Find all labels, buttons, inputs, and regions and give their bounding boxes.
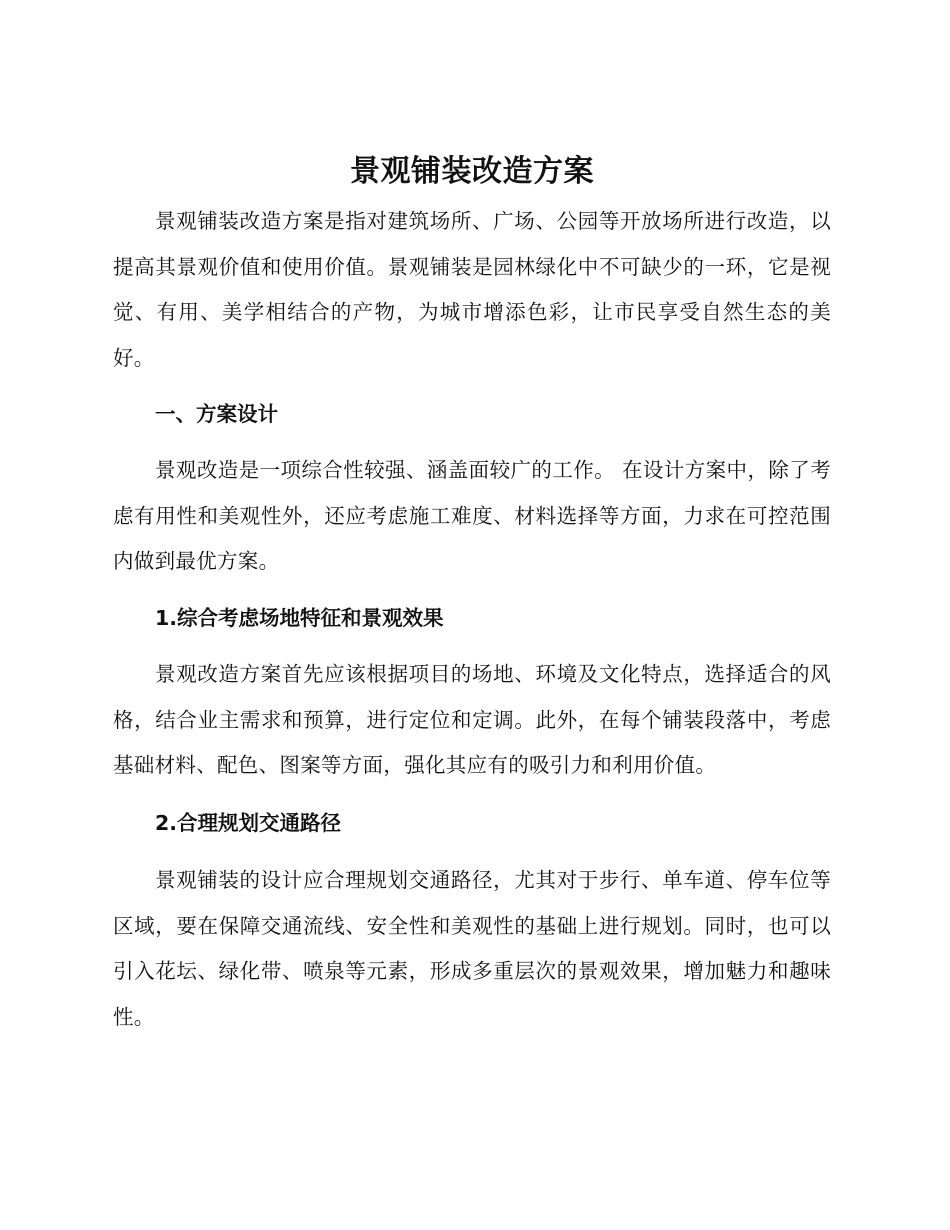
section-heading-plan-design: 一、方案设计 — [155, 402, 278, 426]
document-page — [113, 0, 831, 1230]
subsection-heading-traffic-paths: 2.合理规划交通路径 — [155, 811, 342, 835]
subsection-paragraph-site-features: 景观改造方案首先应该根据项目的场地、环境及文化特点，选择适合的风格，结合业主需求和预算，进行定位和定调。此外，在每个铺装段落中，考虑基础材料、配色、图案等方面，强化其应有的吸引力和利用价值。 — [113, 662, 831, 777]
section-paragraph-plan-design: 景观改造是一项综合性较强、涵盖面较广的工作。 在设计方案中，除了考虑有用性和美观性外，还应考虑施工难度、材料选择等方面，力求在可控范围内做到最优方案。 — [113, 458, 831, 573]
intro-paragraph: 景观铺装改造方案是指对建筑场所、广场、公园等开放场所进行改造，以提高其景观价值和使用价值。景观铺装是园林绿化中不可缺少的一环，它是视觉、有用、美学相结合的产物，为城市增添色彩，让市民享受自然生态的美好。 — [113, 209, 831, 370]
subsection-heading-site-features: 1.综合考虑场地特征和景观效果 — [155, 606, 444, 630]
document-title: 景观铺装改造方案 — [350, 154, 594, 189]
subsection-paragraph-traffic-paths: 景观铺装的设计应合理规划交通路径，尤其对于步行、单车道、停车位等区域，要在保障交通流线、安全性和美观性的基础上进行规划。同时，也可以引入花坛、绿化带、喷泉等元素，形成多重层次的景观效果，增加魅力和趣味性。 — [113, 868, 831, 1029]
